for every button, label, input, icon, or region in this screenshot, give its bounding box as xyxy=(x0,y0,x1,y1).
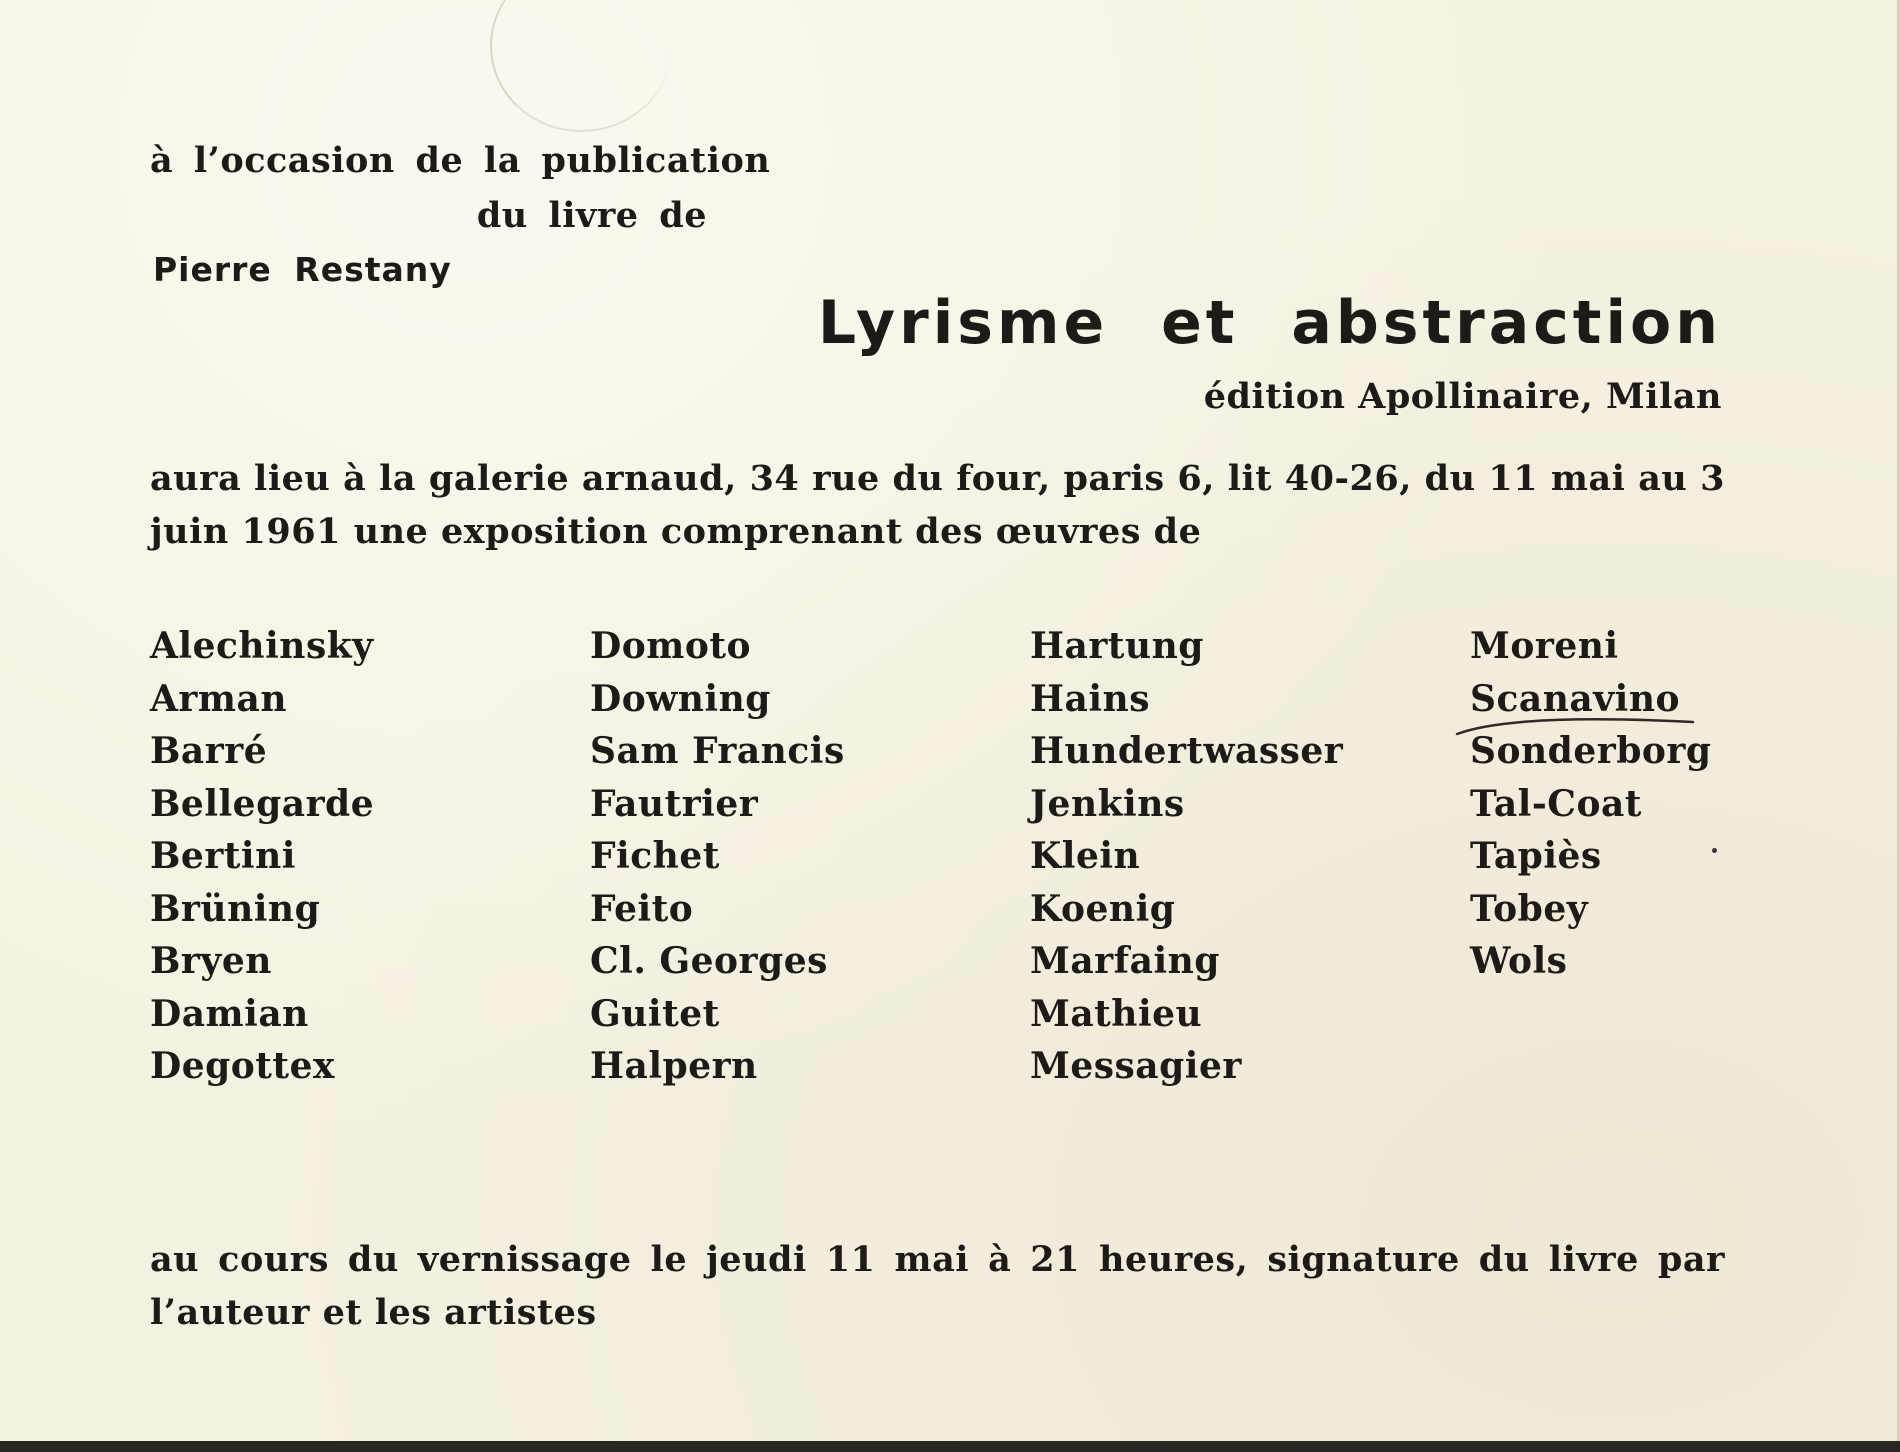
artist-name: Sam Francis xyxy=(590,730,845,772)
exhibition-paragraph: aura lieu à la galerie arnaud, 34 rue du four, paris 6, lit 40-26, du 11 mai au 3 juin 1961 une exposition comprenant des œuvres de xyxy=(150,458,1725,552)
artist-column-4 xyxy=(1470,620,1870,988)
artist-name: Damian xyxy=(150,992,309,1035)
scan-bottom-edge xyxy=(0,1441,1900,1452)
artist-name: Marfaing xyxy=(1030,940,1220,982)
artist-name: Jenkins xyxy=(1030,782,1185,825)
artist-name: Moreni xyxy=(1470,625,1619,667)
intro-line-2: du livre de xyxy=(476,195,707,236)
artist-name: Halpern xyxy=(590,1045,758,1087)
artist-name: Tobey xyxy=(1470,887,1589,930)
artist-name: Mathieu xyxy=(1030,992,1203,1035)
artist-list xyxy=(150,620,1750,1090)
artist-name: Hartung xyxy=(1030,625,1204,667)
pen-underline-mark xyxy=(1455,712,1695,742)
artist-name: Sonderborg xyxy=(1470,730,1712,772)
ink-speck xyxy=(1712,848,1717,853)
artist-name: Domoto xyxy=(590,625,751,667)
artist-name: Hains xyxy=(1030,677,1150,720)
paper-fold-mark xyxy=(490,0,672,132)
intro-line-1: à l’occasion de la publication xyxy=(150,140,771,181)
artist-name: Hundertwasser xyxy=(1030,730,1344,772)
author-name: Pierre Restany xyxy=(153,250,452,289)
artist-name: Tal-Coat xyxy=(1470,782,1642,825)
artist-name: Koenig xyxy=(1030,887,1176,930)
artist-name: Fichet xyxy=(590,835,720,877)
artist-name: Scanavino xyxy=(1470,677,1681,720)
artist-column-2 xyxy=(590,620,990,1093)
artist-name: Fautrier xyxy=(590,782,759,825)
artist-name: Alechinsky xyxy=(150,625,374,667)
artist-name: Bellegarde xyxy=(150,782,375,825)
edition-line: édition Apollinaire, Milan xyxy=(1203,376,1722,417)
artist-column-3 xyxy=(1030,620,1430,1093)
vernissage-paragraph: au cours du vernissage le jeudi 11 mai à 21 heures, signature du livre par l’auteur et les artistes xyxy=(150,1239,1725,1333)
artist-name: Brüning xyxy=(150,887,321,930)
artist-name: Cl. Georges xyxy=(590,940,828,982)
artist-column-1 xyxy=(150,620,550,1093)
artist-name: Barré xyxy=(150,730,268,772)
artist-name: Messagier xyxy=(1030,1045,1242,1087)
artist-name: Bertini xyxy=(150,835,296,877)
artist-name: Wols xyxy=(1470,940,1568,982)
artist-name: Bryen xyxy=(150,940,272,982)
artist-name: Arman xyxy=(150,677,287,720)
artist-name: Tapiès xyxy=(1470,835,1602,877)
artist-name: Guitet xyxy=(590,992,720,1035)
artist-name: Downing xyxy=(590,677,771,720)
book-title: Lyrisme et abstraction xyxy=(817,288,1722,358)
artist-name: Degottex xyxy=(150,1045,335,1087)
artist-name: Feito xyxy=(590,887,694,930)
artist-name: Klein xyxy=(1030,835,1141,877)
